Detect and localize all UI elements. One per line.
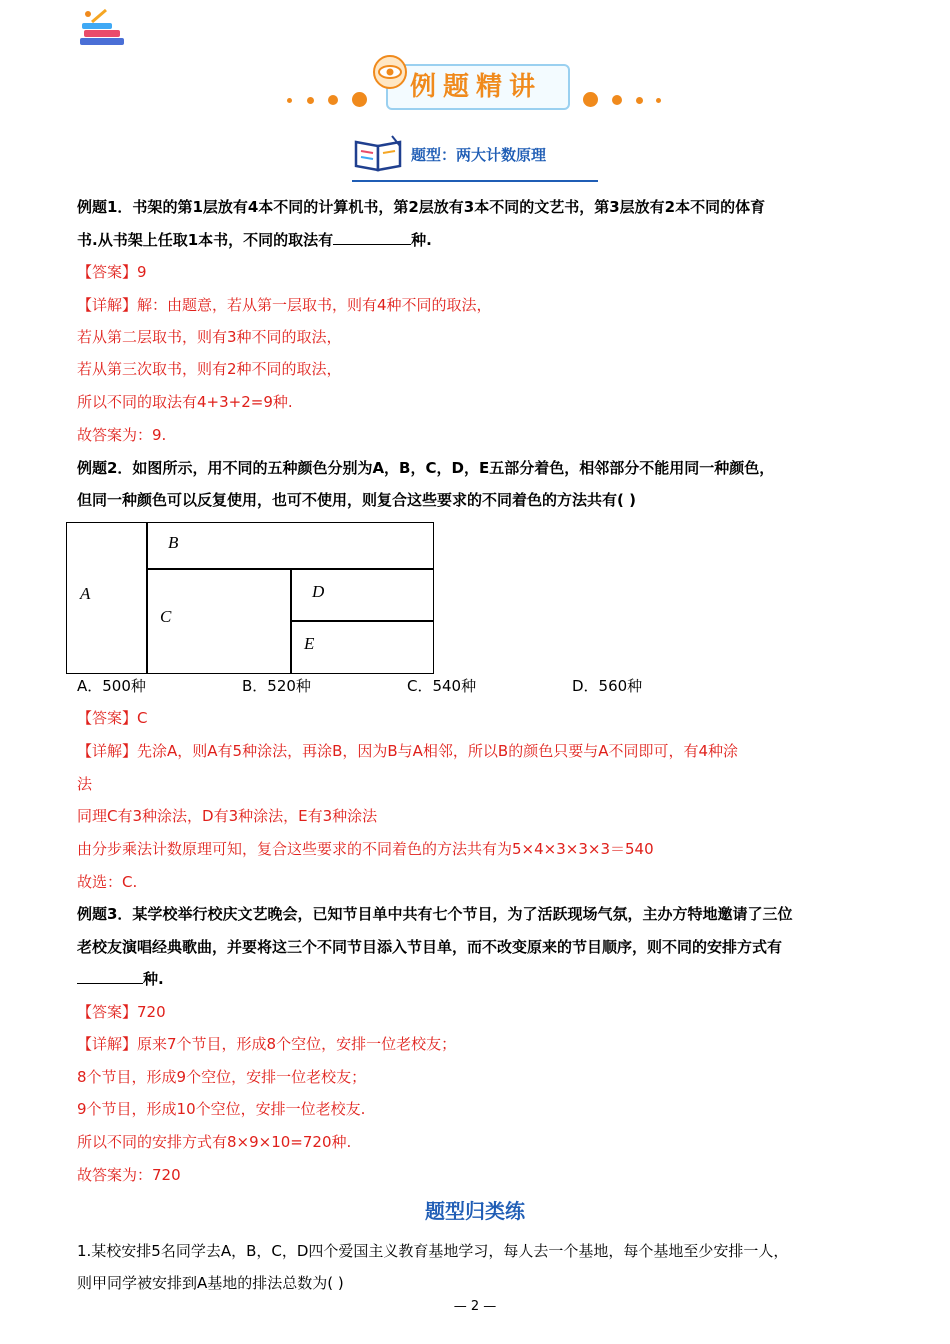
ex3-detail-1: 【详解】原来7个节目，形成8个空位，安排一位老校友；	[77, 1035, 457, 1053]
ex3-detail-2: 8个节目，形成9个空位，安排一位老校友；	[77, 1068, 367, 1086]
page-number: — 2 —	[453, 1299, 497, 1314]
ex1-question-line2: 书.从书架上任取1本书，不同的取法有 种.	[77, 231, 432, 249]
ex2-option-D: D．560种	[572, 677, 643, 695]
ex1-detail-2: 若从第二层取书，则有3种不同的取法，	[77, 328, 342, 346]
ex1-detail-1: 【详解】解：由题意，若从第一层取书，则有4种不同的取法，	[77, 296, 492, 314]
ex2-question-line2: 但同一种颜色可以反复使用，也可不使用，则复合这些要求的不同着色的方法共有( )	[77, 491, 636, 509]
ex3-detail-3: 9个节目，形成10个空位，安排一位老校友.	[77, 1100, 366, 1118]
ex3-answer: 【答案】720	[77, 1003, 166, 1021]
ex3-detail-5: 故答案为：720	[77, 1166, 181, 1184]
ex2-option-C: C．540种	[407, 677, 477, 695]
ex2-detail-3: 由分步乘法计数原理可知，复合这些要求的不同着色的方法共有为5×4×3×3×3＝540	[77, 840, 654, 858]
ex1-detail-3: 若从第三次取书，则有2种不同的取法，	[77, 360, 342, 378]
ex2-option-B: B．520种	[242, 677, 311, 695]
decor-dot	[583, 92, 598, 107]
decor-dot	[636, 97, 643, 104]
ex1-answer: 【答案】9	[77, 263, 147, 281]
open-book-icon	[352, 132, 406, 174]
label-A: A	[80, 584, 91, 603]
books-logo-icon	[78, 8, 128, 50]
label-C: C	[160, 607, 172, 626]
ex2-option-A: A．500种	[77, 677, 146, 695]
decor-dot	[307, 97, 314, 104]
practice-heading: 题型归类练	[425, 1199, 525, 1223]
ex2-answer: 【答案】C	[77, 709, 148, 727]
decor-dot	[352, 92, 367, 107]
answer-blank	[333, 230, 411, 245]
ex2-detail-1b: 法	[77, 775, 93, 793]
ex2-detail-1: 【详解】先涂A，则A有5种涂法，再涂B，因为B与A相邻，所以B的颜色只要与A不同即可，有4种涂	[77, 742, 739, 760]
answer-blank	[77, 969, 143, 984]
ex1-question-line1: 例题1．书架的第1层放有4本不同的计算机书，第2层放有3本不同的文艺书，第3层放有2本不同的体育	[77, 198, 766, 216]
decor-dot	[287, 98, 292, 103]
label-E: E	[304, 634, 315, 653]
ex1-detail-4: 所以不同的取法有4+3+2=9种.	[77, 393, 293, 411]
region-B	[146, 522, 434, 570]
eye-icon	[370, 54, 410, 90]
region-A	[66, 522, 148, 674]
ex3-detail-4: 所以不同的安排方式有8×9×10=720种.	[77, 1133, 352, 1151]
topic-title: 题型：两大计数原理	[411, 146, 547, 164]
ex3-question-line2: 老校友演唱经典歌曲，并要将这三个不同节目添入节目单，而不改变原来的节目顺序，则不同的安排方式有	[77, 938, 783, 956]
decor-dot	[612, 95, 622, 105]
section-title: 例题精讲	[410, 72, 543, 102]
decor-dot	[328, 95, 338, 105]
ex2-question-line1: 例题2．如图所示，用不同的五种颜色分别为A，B，C，D，E五部分着色，相邻部分不能用同一种颜色，	[77, 459, 775, 477]
ex2-detail-4: 故选：C.	[77, 873, 138, 891]
practice-q1-line2: 则甲同学被安排到A基地的排法总数为( )	[77, 1274, 344, 1292]
practice-q1-line1: 1.某校安排5名同学去A，B，C，D四个爱国主义教育基地学习，每人去一个基地，每个基地至少安排一人，	[77, 1242, 789, 1260]
label-B: B	[168, 533, 179, 552]
label-D: D	[312, 582, 325, 601]
ex3-question-line3: 种.	[77, 969, 164, 989]
topic-underline	[352, 180, 598, 182]
decor-dot	[656, 98, 661, 103]
ex2-detail-2: 同理C有3种涂法，D有3种涂法，E有3种涂法	[77, 807, 378, 825]
ex1-detail-5: 故答案为：9.	[77, 426, 167, 444]
ex3-question-line1: 例题3．某学校举行校庆文艺晚会，已知节目单中共有七个节目，为了活跃现场气氛，主办方特地邀请了三位	[77, 905, 793, 923]
